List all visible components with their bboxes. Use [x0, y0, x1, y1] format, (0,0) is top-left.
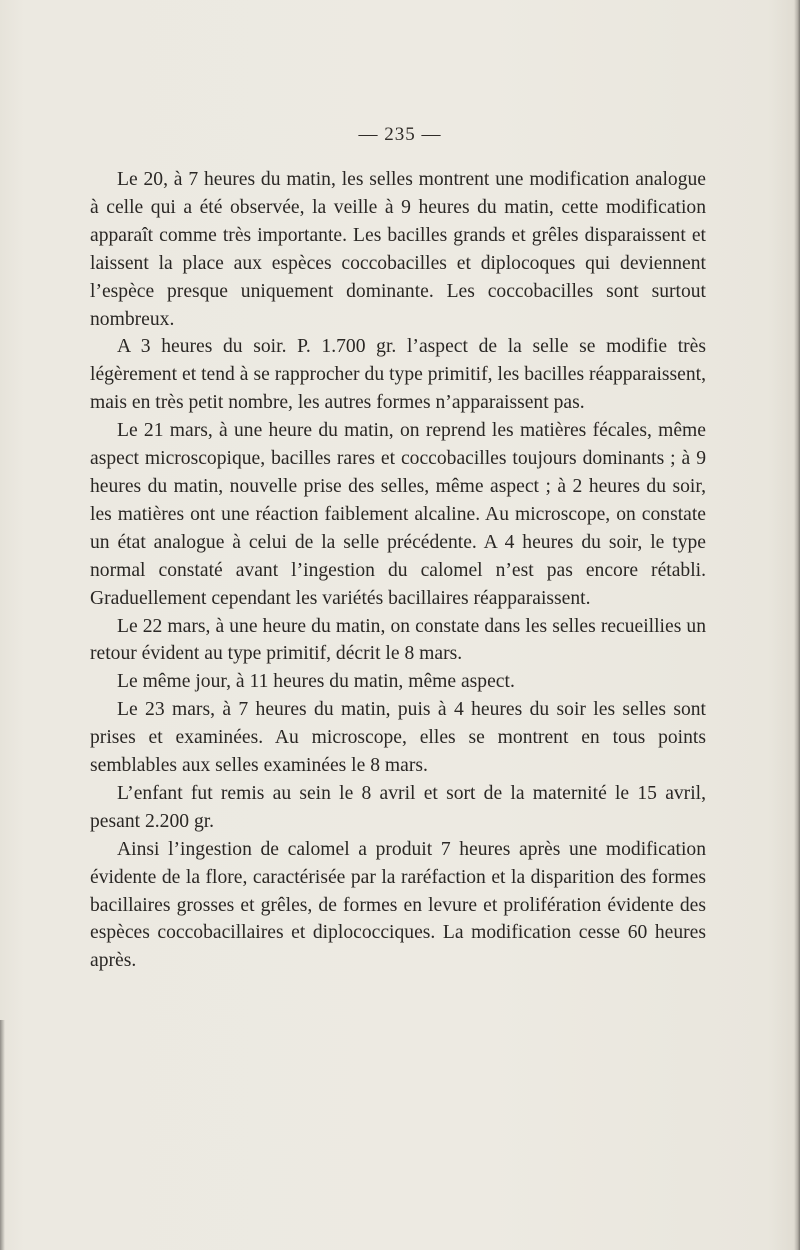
page-edge-shadow: [794, 0, 800, 1250]
paragraph-5: Le même jour, à 11 heures du matin, même aspect.: [117, 671, 515, 693]
paragraph-2: A 3 heures du soir. P. 1.700 gr. l’aspect de la selle se modifie très légèrement et tend à se rapprocher du type primitif, les bacilles réapparaissent, mais en très petit nombre, les autres formes n’apparaissent pas.: [90, 336, 706, 414]
paragraph-1: Le 20, à 7 heures du matin, les selles montrent une modification analogue à celle qui a été observée, la veille à 9 heures du matin, cette modification apparaît comme très importante. Les bacilles grands et grêles disparaissent et laissent la place aux espèces coccobacilles et diplocoques qui deviennent l’espèce presque uniquement dominante. Les coccobacilles sont surtout nombreux.: [90, 169, 706, 330]
page-number: — 235 —: [358, 124, 442, 145]
paragraph-6: Le 23 mars, à 7 heures du matin, puis à 4 heures du soir les selles sont prises et examinées. Au microscope, elles se montrent en tous points semblables aux selles examinées le 8 mars.: [90, 699, 706, 777]
paragraph-4: Le 22 mars, à une heure du matin, on constate dans les selles recueillies un retour évident au type primitif, décrit le 8 mars.: [90, 615, 706, 665]
paragraph-8: Ainsi l’ingestion de calomel a produit 7 heures après une modification évidente de la flore, caractérisée par la raréfaction et la disparition des formes bacillaires grosses et grêles, de formes en levure et prolifération évidente des espèces coccobacillaires et diplococciques. La modification cesse 60 heures après.: [90, 838, 706, 972]
binding-shadow: [0, 1020, 5, 1250]
paragraph-3: Le 21 mars, à une heure du matin, on reprend les matières fécales, même aspect microscopique, bacilles rares et coccobacilles toujours dominants ; à 9 heures du matin, nouvelle prise des selles, même aspect ; à 2 heures du soir, les matières ont une réaction faiblement alcaline. Au microscope, on constate un état analogue à celui de la selle précédente. A 4 heures du soir, le type normal constaté avant l’ingestion du calomel n’est pas encore rétabli. Graduellement cependant les variétés bacillaires réapparaissent.: [90, 420, 706, 609]
paragraph-7: L’enfant fut remis au sein le 8 avril et sort de la maternité le 15 avril, pesant 2.200 gr.: [90, 782, 706, 832]
body-text: [90, 166, 706, 975]
